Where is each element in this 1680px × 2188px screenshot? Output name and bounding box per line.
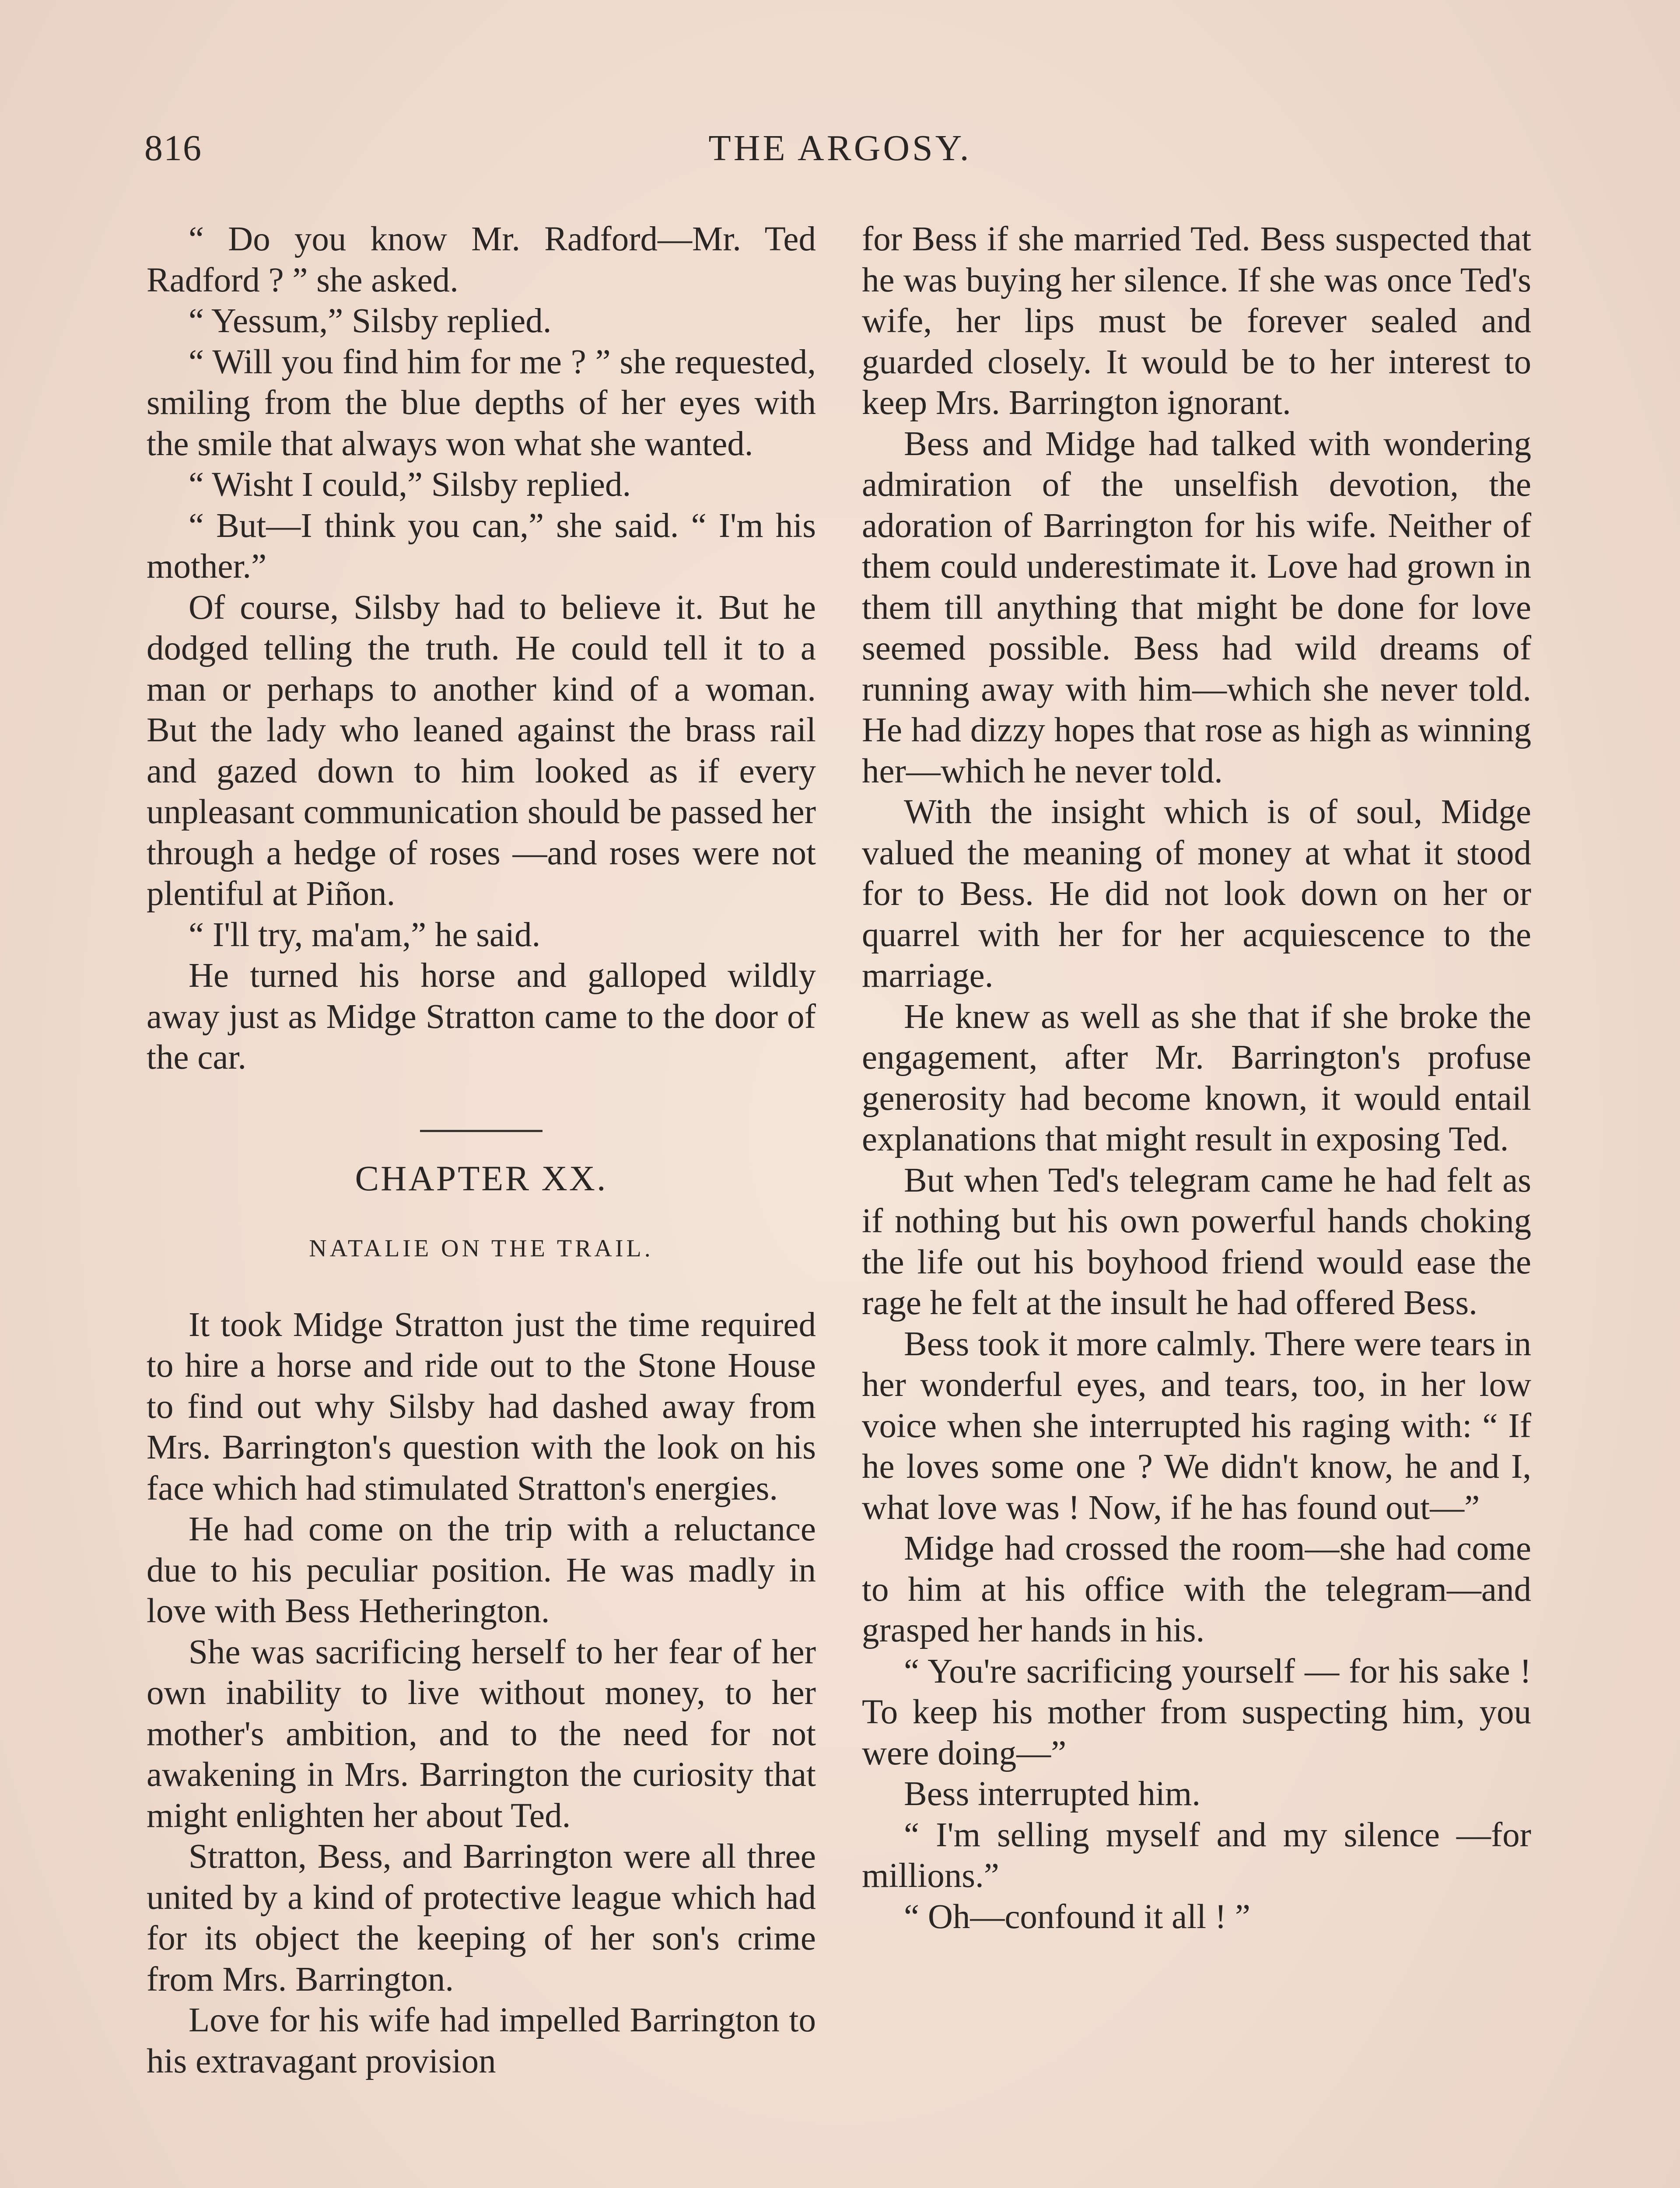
paragraph: “ Wisht I could,” Silsby replied. (189, 466, 631, 504)
paragraph: “ You're sacrificing yourself — for his sake ! To keep his mother from suspecting him, you were doing—” (862, 1652, 1531, 1772)
section-divider (420, 1130, 542, 1132)
paragraph: It took Midge Stratton just the time required to hire a horse and ride out to the Stone House to find out why Silsby had dashed away from Mrs. Barrington's question with the look on his face which had stimulated Stratton's energies. (147, 1305, 816, 1508)
paragraph: “ But—I think you can,” she said. “ I'm his mother.” (147, 506, 816, 586)
page-header (144, 127, 1536, 179)
left-column (147, 219, 816, 2082)
paragraph: “ Oh—confound it all ! ” (904, 1897, 1250, 1936)
paragraph: “ I'll try, ma'am,” he said. (189, 915, 541, 954)
page-number: 816 (144, 128, 202, 168)
paragraph: Bess interrupted him. (904, 1775, 1200, 1813)
paragraph: He knew as well as she that if she broke the engagement, after Mr. Barrington's profuse generosity had become known, it would entail explanations that might result in exposing Ted. (862, 997, 1531, 1158)
paragraph: With the insight which is of soul, Midge valued the meaning of money at what it stood for to Bess. He did not look down on her or quarrel with her for her acquiescence to the marriage. (862, 793, 1531, 995)
right-column (862, 219, 1531, 1937)
paragraph: for Bess if she married Ted. Bess suspected that he was buying her silence. If she was once Ted's wife, her lips must be forever sealed and guarded closely. It would be to her interest to keep Mrs. Barrington ignorant. (862, 220, 1531, 422)
paragraph: He had come on the trip with a reluctance due to his peculiar position. He was madly in love with Bess Hetherington. (147, 1510, 816, 1630)
paragraph: She was sacrificing herself to her fear of her own inability to live without money, to her mother's ambition, and to the need for not awakening in Mrs. Barrington the curiosity that might enlighten her about Ted. (147, 1633, 816, 1835)
paragraph: “ Yessum,” Silsby replied. (189, 302, 552, 340)
paragraph: “ Will you find him for me ? ” she requested, smiling from the blue depths of her eyes with the smile that always won what she wanted. (147, 343, 816, 463)
chapter-subtitle: NATALIE ON THE TRAIL. (309, 1234, 654, 1262)
paragraph: Bess took it more calmly. There were tears in her wonderful eyes, and tears, too, in her low voice when she interrupted his raging with: “ If he loves some one ? We didn't know, he and I, what love was ! Now, if he has found out—” (862, 1325, 1531, 1527)
magazine-title: THE ARGOSY. (708, 128, 972, 168)
chapter-heading: CHAPTER XX. (355, 1158, 608, 1198)
paragraph: He turned his horse and galloped wildly away just as Midge Stratton came to the door of the car. (147, 957, 816, 1076)
paragraph: Stratton, Bess, and Barrington were all three united by a kind of protective league which had for its object the keeping of her son's crime from Mrs. Barrington. (147, 1837, 816, 1999)
paragraph: Love for his wife had impelled Barrington to his extravagant provision (147, 2001, 816, 2080)
paragraph: Bess and Midge had talked with wondering admiration of the unselfish devotion, the adoration of Barrington for his wife. Neither of them could underestimate it. Love had grown in them till anything that might be done for love seemed possible. Bess had wild dreams of running away with him—which she never told. He had dizzy hopes that rose as high as winning her—which he never told. (862, 424, 1531, 790)
paragraph: “ Do you know Mr. Radford—Mr. Ted Radford ? ” she asked. (147, 220, 816, 299)
paragraph: Of course, Silsby had to believe it. But he dodged telling the truth. He could tell it to a man or perhaps to another kind of a woman. But the lady who leaned against the brass rail and gazed down to him looked as if every unpleasant communication should be passed her through a hedge of roses —and roses were not plentiful at Piñon. (147, 588, 816, 913)
paragraph: But when Ted's telegram came he had felt as if nothing but his own powerful hands choking the life out his boyhood friend would ease the rage he felt at the insult he had offered Bess. (862, 1161, 1531, 1322)
paragraph: Midge had crossed the room—she had come to him at his office with the telegram—and grasped her hands in his. (862, 1529, 1531, 1649)
paragraph: “ I'm selling myself and my silence —for millions.” (862, 1816, 1531, 1895)
